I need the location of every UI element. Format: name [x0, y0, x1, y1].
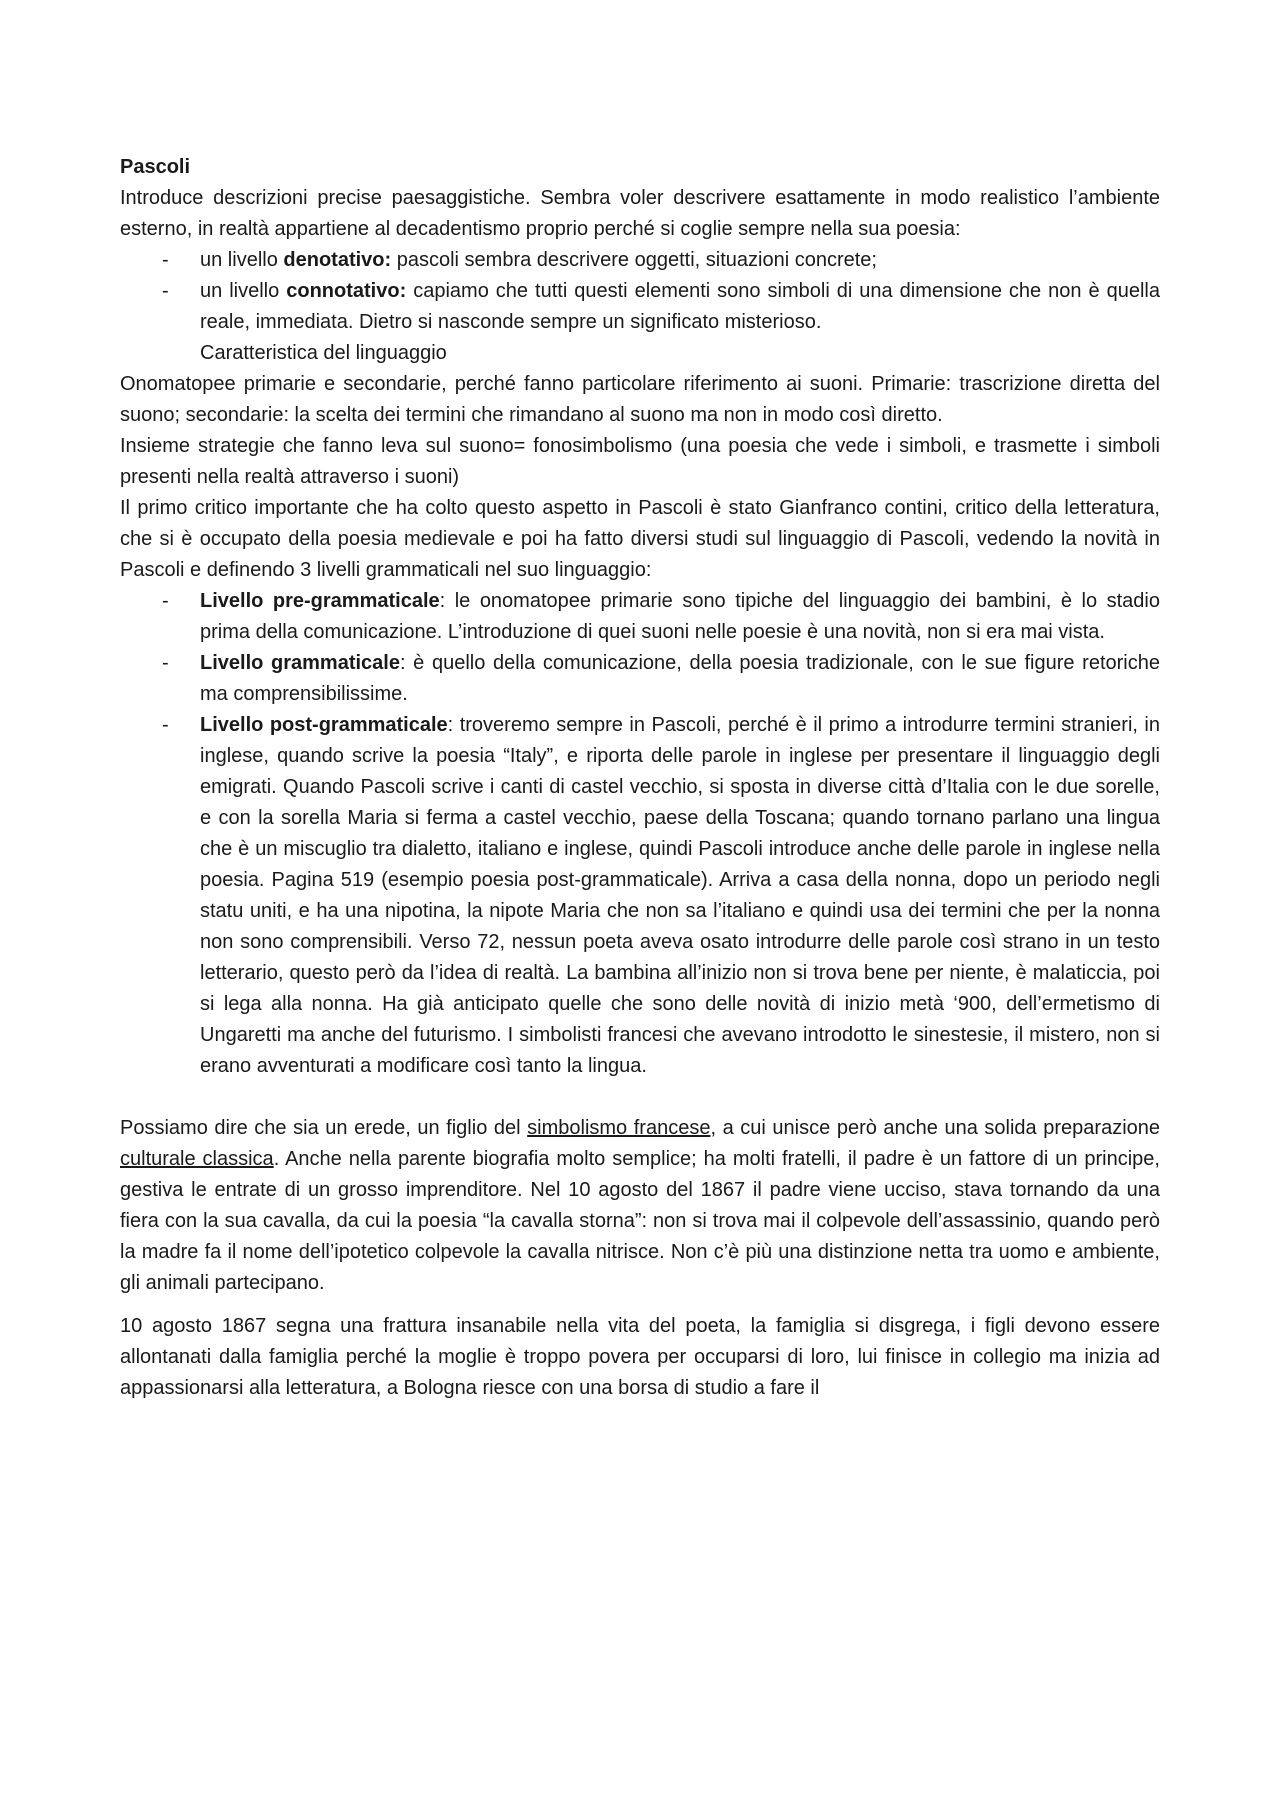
subheading: Caratteristica del linguaggio	[200, 342, 447, 364]
list-item	[200, 586, 1160, 648]
list-item	[200, 245, 1160, 276]
onomatopee-paragraph: Onomatopee primarie e secondarie, perché fanno particolare riferimento ai suoni. Primarie: trascrizione diretta del suono; secondarie: la scelta dei termini che rimandano al suono ma non in modo così diretto.	[120, 373, 1160, 426]
list-item-text: capiamo che tutti questi elementi sono simboli di una dimensione che non è quella reale, immediata. Dietro si nasconde sempre un significato misterioso.	[200, 280, 1160, 333]
list-item	[200, 710, 1160, 1082]
erede-text-part3: . Anche nella parente biografia molto semplice; ha molti fratelli, il padre è un fattore di un principe, gestiva le entrate di un grosso imprenditore. Nel 10 agosto del 1867 il padre viene ucciso, stava tornando da una fiera con la sua cavalla, da cui la poesia “la cavalla storna”: non si trova mai il colpevole dell’assassinio, quando però la madre fa il nome dell’ipotetico colpevole la cavalla nitrisce. Non c’è più una distinzione netta tra uomo e ambiente, gli animali partecipano.	[120, 1148, 1160, 1294]
list-item	[200, 276, 1160, 338]
contini-paragraph: Il primo critico importante che ha colto questo aspetto in Pascoli è stato Gianfranco contini, critico della letteratura, che si è occupato della poesia medievale e poi ha fatto diversi studi sul linguaggio di Pascoli, vedendo la novità in Pascoli e definendo 3 livelli grammaticali nel suo linguaggio:	[120, 497, 1160, 581]
biography-paragraph: 10 agosto 1867 segna una frattura insanabile nella vita del poeta, la famiglia si disgrega, i figli devono essere allontanati dalla famiglia perché la moglie è troppo povera per occuparsi di loro, lui finisce in collegio ma inizia ad appassionarsi alla letteratura, a Bologna riesce con una borsa di studio a fare il	[120, 1315, 1160, 1399]
erede-text-part1: Possiamo dire che sia un erede, un figlio del	[120, 1117, 528, 1139]
list-item-text: : le onomatopee primarie sono tipiche del linguaggio dei bambini, è lo stadio prima della comunicazione. L’introduzione di quei suoni nelle poesie è una novità, non si era mai vista.	[200, 590, 1160, 643]
list-item-prefix: un livello	[200, 249, 284, 271]
list-item-text: : è quello della comunicazione, della poesia tradizionale, con le sue figure retoriche ma comprensibilissime.	[200, 652, 1160, 705]
list-item-term: denotativo:	[283, 249, 392, 271]
intro-paragraph: Introduce descrizioni precise paesaggistiche. Sembra voler descrivere esattamente in modo realistico l’ambiente esterno, in realtà appartiene al decadentismo proprio perché si coglie sempre nella sua poesia:	[120, 187, 1160, 240]
list-item	[200, 648, 1160, 710]
list-item-text: : troveremo sempre in Pascoli, perché è il primo a introdurre termini stranieri, in inglese, quando scrive la poesia “Italy”, e riporta delle parole in inglese per presentare il linguaggio degli emigrati. Quando Pascoli scrive i canti di castel vecchio, si sposta in diverse città d’Italia con le due sorelle, e con la sorella Maria si ferma a castel vecchio, paese della Toscana; quando tornano parlano una lingua che è un miscuglio tra dialetto, italiano e inglese, quindi Pascoli introduce anche delle parole in inglese nella poesia. Pagina 519 (esempio poesia post-grammaticale). Arriva a casa della nonna, dopo un periodo negli statu uniti, e ha una nipotina, la nipote Maria che non sa l’italiano e quindi usa dei termini che per la nonna non sono comprensibili. Verso 72, nessun poeta aveva osato introdurre delle parole così strano in un testo letterario, questo però da l’idea di realtà. La bambina all’inizio non si trova bene per niente, è malaticcia, poi si lega alla nonna. Ha già anticipato quelle che sono delle novità di inizio metà ‘900, dell’ermetismo di Ungaretti ma anche del futurismo. I simbolisti francesi che avevano introdotto le sinestesie, il mistero, non si erano avventurati a modificare così tanto la lingua.	[200, 714, 1160, 1077]
document-title: Pascoli	[120, 156, 191, 178]
meaning-levels-list	[120, 245, 1160, 338]
list-item-prefix: un livello	[200, 280, 287, 302]
erede-text-part2: , a cui unisce però anche una solida preparazione	[710, 1117, 1160, 1139]
grammar-levels-list	[120, 586, 1160, 1082]
list-item-term: Livello post-grammaticale	[200, 714, 448, 736]
underlined-term-simbolismo: simbolismo francese	[527, 1117, 711, 1139]
underlined-term-cultura: culturale classica	[120, 1148, 274, 1170]
erede-paragraph	[120, 1113, 1160, 1299]
list-item-term: Livello pre-grammaticale	[200, 590, 440, 612]
list-item-term: connotativo:	[286, 280, 407, 302]
fonosimbolismo-paragraph: Insieme strategie che fanno leva sul suono= fonosimbolismo (una poesia che vede i simboli, e trasmette i simboli presenti nella realtà attraverso i suoni)	[120, 435, 1160, 488]
list-item-term: Livello grammaticale	[200, 652, 400, 674]
list-item-text: pascoli sembra descrivere oggetti, situazioni concrete;	[391, 249, 877, 271]
